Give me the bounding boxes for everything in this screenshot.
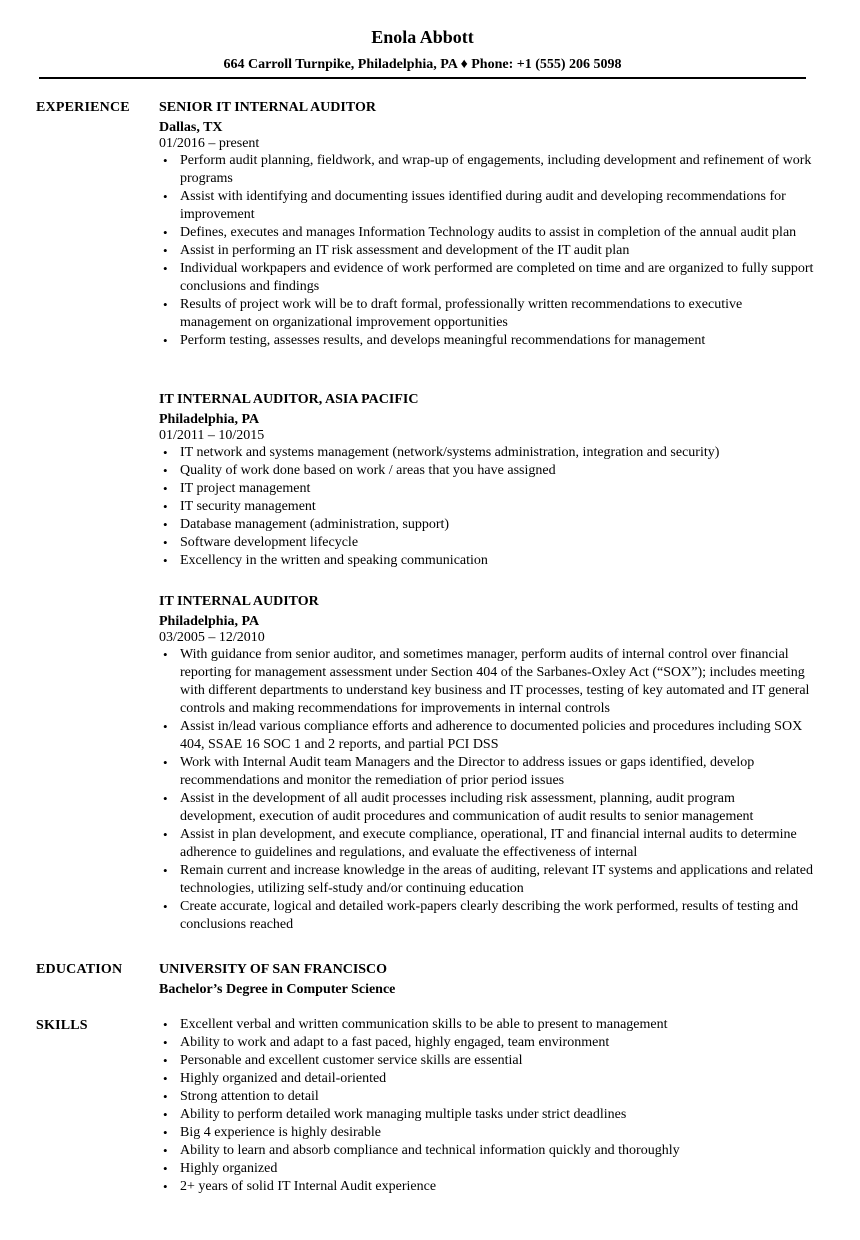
job-bullets — [159, 152, 814, 350]
job-dates: 01/2016 – present — [159, 136, 260, 151]
education-label: EDUCATION — [36, 962, 123, 977]
degree-name: Bachelor’s Degree in Computer Science — [159, 982, 396, 997]
list-item: • Individual workpapers and evidence of work performed are completed on time and are organized to fully support conclusions and findings — [159, 260, 814, 296]
job-dates: 01/2011 – 10/2015 — [159, 428, 265, 443]
job-entry — [159, 594, 814, 934]
list-item: • Personable and excellent customer service skills are essential — [159, 1052, 814, 1070]
job-title: IT INTERNAL AUDITOR — [159, 594, 319, 609]
list-item: • Assist in/lead various compliance efforts and adherence to documented policies and procedures including SOX 404, SSAE 16 SOC 1 and 2 reports, and partial PCI DSS — [159, 718, 814, 754]
list-item: • Remain current and increase knowledge in the areas of auditing, relevant IT systems and applications and related technologies, utilizing self-study and/or continuing education — [159, 862, 814, 898]
resume-header — [0, 26, 845, 73]
list-item: • Assist in plan development, and execute compliance, operational, IT and financial internal audits to determine adherence to guidelines and regulations, and evaluate the effectiveness of internal — [159, 826, 814, 862]
list-item: • Big 4 experience is highly desirable — [159, 1124, 814, 1142]
job-location: Philadelphia, PA — [159, 614, 260, 629]
job-entry — [159, 392, 814, 570]
education-entry — [159, 962, 814, 998]
list-item: • IT security management — [159, 498, 814, 516]
list-item: • Ability to perform detailed work managing multiple tasks under strict deadlines — [159, 1106, 814, 1124]
list-item: • Strong attention to detail — [159, 1088, 814, 1106]
list-item: • With guidance from senior auditor, and sometimes manager, perform audits of internal control over financial reporting for management assessment under Section 404 of the Sarbanes-Oxley Act (“SOX”); includes meeting with different departments to understand key business and IT processes, testing of key automated and IT general controls and making recommendations for improvements in internal controls — [159, 646, 814, 718]
school-name: UNIVERSITY OF SAN FRANCISCO — [159, 962, 388, 977]
job-title: IT INTERNAL AUDITOR, ASIA PACIFIC — [159, 392, 419, 407]
list-item: • Assist with identifying and documenting issues identified during audit and developing recommendations for improvement — [159, 188, 814, 224]
job-title: SENIOR IT INTERNAL AUDITOR — [159, 100, 376, 115]
header-divider — [39, 77, 806, 79]
list-item: • Ability to work and adapt to a fast paced, highly engaged, team environment — [159, 1034, 814, 1052]
list-item: • Highly organized and detail-oriented — [159, 1070, 814, 1088]
list-item: • Assist in the development of all audit processes including risk assessment, planning, audit program development, execution of audit procedures and communication of audit results to senior management — [159, 790, 814, 826]
skills-label: SKILLS — [36, 1018, 88, 1033]
list-item: • Work with Internal Audit team Managers and the Director to address issues or gaps identified, develop recommendations and monitor the remediation of prior period issues — [159, 754, 814, 790]
candidate-name: Enola Abbott — [371, 27, 474, 47]
list-item: • Software development lifecycle — [159, 534, 814, 552]
job-location: Philadelphia, PA — [159, 412, 260, 427]
skills-bullets — [159, 1016, 814, 1196]
list-item: • Results of project work will be to draft formal, professionally written recommendations to executive management on organizational improvement opportunities — [159, 296, 814, 332]
experience-label: EXPERIENCE — [36, 100, 130, 115]
list-item: • Highly organized — [159, 1160, 814, 1178]
list-item: • 2+ years of solid IT Internal Audit experience — [159, 1178, 814, 1196]
list-item: • Excellency in the written and speaking communication — [159, 552, 814, 570]
list-item: • Perform audit planning, fieldwork, and wrap-up of engagements, including development and refinement of work programs — [159, 152, 814, 188]
list-item: • Quality of work done based on work / areas that you have assigned — [159, 462, 814, 480]
job-location: Dallas, TX — [159, 120, 223, 135]
job-dates: 03/2005 – 12/2010 — [159, 630, 265, 645]
list-item: • Create accurate, logical and detailed work-papers clearly describing the work performed, results of testing and conclusions reached — [159, 898, 814, 934]
list-item: • IT project management — [159, 480, 814, 498]
list-item: • IT network and systems management (network/systems administration, integration and security) — [159, 444, 814, 462]
job-entry — [159, 100, 814, 350]
job-bullets — [159, 444, 814, 570]
list-item: • Database management (administration, support) — [159, 516, 814, 534]
list-item: • Assist in performing an IT risk assessment and development of the IT audit plan — [159, 242, 814, 260]
list-item: • Ability to learn and absorb compliance and technical information quickly and thoroughly — [159, 1142, 814, 1160]
list-item: • Defines, executes and manages Information Technology audits to assist in completion of the annual audit plan — [159, 224, 814, 242]
contact-line: 664 Carroll Turnpike, Philadelphia, PA ♦ Phone: +1 (555) 206 5098 — [223, 57, 622, 72]
skills-list — [159, 1016, 814, 1196]
job-bullets — [159, 646, 814, 934]
list-item: • Perform testing, assesses results, and develops meaningful recommendations for management — [159, 332, 814, 350]
list-item: • Excellent verbal and written communication skills to be able to present to management — [159, 1016, 814, 1034]
